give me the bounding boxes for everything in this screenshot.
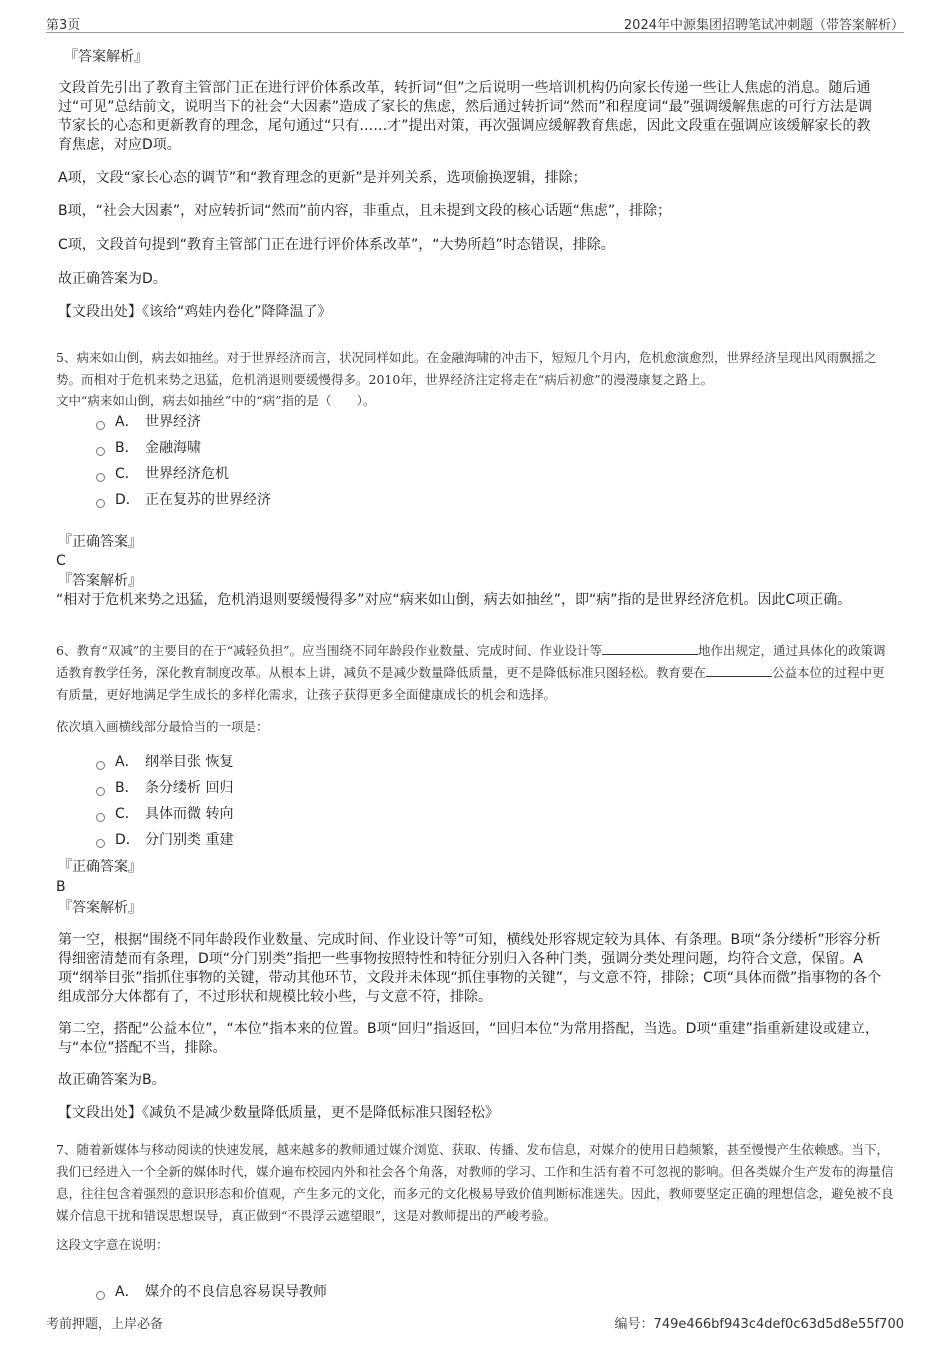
radio-icon[interactable] <box>96 839 105 848</box>
q5-question: 文中“病来如山倒，病去如抽丝”中的“病”指的是（ ）。 <box>56 393 376 408</box>
q6-source: 【文段出处】《减负不是减少数量降低质量，更不是降低标准只图轻松》 <box>58 1105 499 1121</box>
q6-stem: 6、教育“双减”的主要目的在于“减轻负担”。应当围绕不同年龄段作业数量、完成时间、作业设计等 地作出规定，通过具体化的政策调适教育教学任务，深化教育制度改革。从根本上讲，减负不是减少数量降低质量，更不是降低标准只图轻松。教育要在 公益本位的过程中更有质量，更好地满足学生成长的多样化需求，让孩子获得更多全面健康成长的机会和选择。 <box>56 643 886 702</box>
q6-answer: B <box>56 879 66 895</box>
radio-icon[interactable] <box>96 473 105 482</box>
q5-analysis: “相对于危机来势之迅猛，危机消退则要缓慢得多”对应“病来如山倒，病去如抽丝”，即“病”指的是世界经济危机。因此C项正确。 <box>56 592 852 608</box>
q6-answer-label: 『正确答案』 <box>58 859 142 875</box>
q7-question: 这段文字意在说明： <box>56 1237 169 1252</box>
q4-analysis-para2: A项，文段“家长心态的调节”和“教育理念的更新”是并列关系，选项偷换逻辑，排除； <box>58 170 587 186</box>
q6-option-d[interactable]: D． 分门别类 重建 <box>96 830 233 850</box>
q6-options <box>96 752 233 850</box>
q4-analysis-label: 『答案解析』 <box>64 49 148 65</box>
q5-answer: C <box>56 553 66 569</box>
q6-option-b[interactable]: B． 条分缕析 回归 <box>96 778 233 798</box>
q4-analysis-para1: 文段首先引出了教育主管部门正在进行评价体系改革，转折词“但”之后说明一些培训机构仍向家长传递一些让人焦虑的消息。随后通过“可见”总结前文，说明当下的社会“大因素”造成了家长的焦虑，然后通过转折词“然而”和程度词“最”强调缓解焦虑的可行方法是调节家长的心态和更新教育的理念，尾句通过“只有……才”提出对策，再次强调应缓解教育焦虑，因此文段重在强调应该缓解家长的教育焦虑，对应D项。 <box>58 80 873 153</box>
q6-analysis-para1: 第一空，根据“围绕不同年龄段作业数量、完成时间、作业设计等”可知，横线处形容规定较为具体、有条理。B项“条分缕析”形容分析得细密清楚而有条理，D项“分门别类”指把一些事物按照特性和特征分别归入各种门类，强调分类处理问题，均符合文意，保留。A项“纲举目张”指抓住事物的关键，带动其他环节，文段并未体现“抓住事物的关键”，与文意不符，排除；C项“具体而微”指事物的各个组成部分大体都有了，不过形状和规模比较小些，与文意不符，排除。 <box>58 932 882 1005</box>
fill-blank <box>706 663 772 677</box>
page-footer <box>46 1313 904 1331</box>
q7-stem: 7、随着新媒体与移动阅读的快速发展，越来越多的教师通过媒介浏览、获取、传播、发布信息，对媒介的使用日趋频繁，甚至慢慢产生依赖感。当下，我们已经进入一个全新的媒体时代，媒介遍布校园内外和社会各个角落，对教师的学习、工作和生活有着不可忽视的影响。但各类媒介生产发布的海量信息，往往包含着强烈的意识形态和价值观，产生多元的文化，而多元的文化极易导致价值判断标准迷失。因此，教师要坚定正确的理想信念，避免被不良媒介信息干扰和错误思想误导，真正做到“不畏浮云遮望眼”，这是对教师提出的严峻考验。 <box>56 1142 894 1223</box>
radio-icon[interactable] <box>96 761 105 770</box>
q7-option-a[interactable]: A． 媒介的不良信息容易误导教师 <box>96 1282 327 1302</box>
q6-analysis-label: 『答案解析』 <box>58 900 142 916</box>
radio-icon[interactable] <box>96 499 105 508</box>
document-id: 编号：749e466bf943c4def0c63d5d8e55f700 <box>614 1317 904 1332</box>
q5-options <box>96 412 271 510</box>
radio-icon[interactable] <box>96 421 105 430</box>
q6-question: 依次填入画横线部分最恰当的一项是： <box>56 719 269 734</box>
radio-icon[interactable] <box>96 787 105 796</box>
q5-analysis-label: 『答案解析』 <box>58 573 142 589</box>
q5-option-b[interactable]: B． 金融海啸 <box>96 438 271 458</box>
q6-analysis-para3: 故正确答案为B。 <box>58 1072 166 1088</box>
q4-analysis-para5: 故正确答案为D。 <box>58 271 167 287</box>
q6-option-c[interactable]: C． 具体而微 转向 <box>96 804 233 824</box>
radio-icon[interactable] <box>96 1291 105 1300</box>
q5-option-a[interactable]: A． 世界经济 <box>96 412 271 432</box>
q7-options <box>96 1282 327 1302</box>
page-number: 第3页 <box>46 18 81 33</box>
document-title: 2024年中源集团招聘笔试冲刺题（带答案解析） <box>623 18 904 33</box>
q5-stem: 5、病来如山倒，病去如抽丝。对于世界经济而言，状况同样如此。在金融海啸的冲击下，短短几个月内，危机愈演愈烈，世界经济呈现出风雨飘摇之势。而相对于危机来势之迅猛，危机消退则要缓慢得多。2010年，世界经济注定将走在“病后初愈”的漫漫康复之路上。 <box>56 350 877 387</box>
q6-option-a[interactable]: A． 纲举目张 恢复 <box>96 752 233 772</box>
radio-icon[interactable] <box>96 813 105 822</box>
page-header <box>46 14 904 33</box>
q5-option-d[interactable]: D． 正在复苏的世界经济 <box>96 490 271 510</box>
q5-option-c[interactable]: C． 世界经济危机 <box>96 464 271 484</box>
q4-analysis-para3: B项，“社会大因素”，对应转折词“然而”前内容，非重点，且未提到文段的核心话题“焦虑”，排除； <box>58 203 672 219</box>
q4-analysis-para4: C项，文段首句提到“教育主管部门正在进行评价体系改革”，“大势所趋”时态错误，排除。 <box>58 237 615 253</box>
radio-icon[interactable] <box>96 447 105 456</box>
q4-source: 【文段出处】《该给“鸡娃内卷化”降降温了》 <box>58 304 332 320</box>
q6-analysis-para2: 第二空，搭配“公益本位”，“本位”指本来的位置。B项“回归”指返回，“回归本位”为常用搭配，当选。D项“重建”指重新建设或建立，与“本位”搭配不当，排除。 <box>58 1021 879 1056</box>
q5-answer-label: 『正确答案』 <box>58 534 142 550</box>
footer-slogan: 考前押题，上岸必备 <box>46 1317 164 1332</box>
fill-blank <box>602 641 698 655</box>
